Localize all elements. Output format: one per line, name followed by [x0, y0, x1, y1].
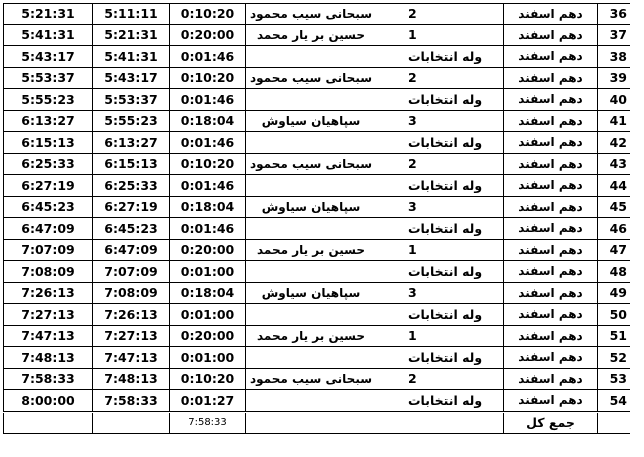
program-cell: 1	[376, 25, 504, 46]
table-row	[3, 89, 630, 111]
date-cell: دهم اسفند	[504, 89, 598, 110]
table-row	[3, 111, 630, 133]
row-number: 46	[609, 220, 627, 236]
table-row	[3, 25, 630, 47]
date-cell: دهم اسفند	[504, 175, 598, 196]
row-number: 44	[609, 177, 627, 193]
program-cell: وله انتخابات	[376, 390, 504, 411]
start-time-cell: 5:53:37	[93, 89, 170, 110]
speaker-cell	[246, 261, 376, 282]
table-row	[3, 154, 630, 176]
start-time-cell: 7:48:13	[93, 369, 170, 390]
date-cell: دهم اسفند	[504, 326, 598, 347]
row-number: 51	[609, 328, 627, 344]
end-time-cell: 5:55:23	[3, 89, 93, 110]
speaker-cell	[246, 46, 376, 67]
total-duration-cell: 7:58:33	[170, 413, 246, 434]
end-time-cell: 5:21:31	[3, 4, 93, 24]
table-row	[3, 240, 630, 262]
row-number: 41	[609, 113, 627, 129]
speaker-cell: سپاهیان سیاوش	[261, 113, 361, 128]
date-cell: دهم اسفند	[504, 154, 598, 175]
duration-cell: 0:01:00	[170, 261, 246, 282]
start-time-cell: 7:47:13	[93, 347, 170, 368]
end-time-cell: 6:25:33	[3, 154, 93, 175]
program-cell: 3	[376, 197, 504, 218]
program-cell: 2	[376, 369, 504, 390]
date-cell: دهم اسفند	[504, 218, 598, 239]
duration-cell: 0:01:46	[170, 175, 246, 196]
program-cell: وله انتخابات	[376, 175, 504, 196]
duration-cell: 0:10:20	[170, 68, 246, 89]
speaker-cell	[246, 390, 376, 411]
duration-cell: 0:10:20	[170, 369, 246, 390]
date-cell: دهم اسفند	[504, 132, 598, 153]
duration-cell: 0:18:04	[170, 283, 246, 304]
start-time-cell: 7:07:09	[93, 261, 170, 282]
row-number: 36	[609, 6, 627, 22]
duration-cell: 0:01:46	[170, 132, 246, 153]
table-row	[3, 326, 630, 348]
row-number: 39	[609, 70, 627, 86]
date-cell: دهم اسفند	[504, 369, 598, 390]
program-cell: وله انتخابات	[376, 46, 504, 67]
speaker-cell	[246, 175, 376, 196]
speaker-cell: سبحانی سیب محمود	[249, 6, 373, 21]
duration-cell: 0:20:00	[170, 25, 246, 46]
speaker-cell: سپاهیان سیاوش	[261, 285, 361, 300]
speaker-cell	[246, 132, 376, 153]
start-time-cell: 6:25:33	[93, 175, 170, 196]
row-number: 42	[609, 134, 627, 150]
program-cell: وله انتخابات	[376, 347, 504, 368]
table-row	[3, 218, 630, 240]
row-number: 52	[609, 349, 627, 365]
table-row	[3, 46, 630, 68]
start-time-cell: 7:08:09	[93, 283, 170, 304]
total-name-cell	[376, 413, 504, 434]
row-number: 49	[609, 285, 627, 301]
end-time-cell: 7:47:13	[3, 326, 93, 347]
end-time-cell: 6:45:23	[3, 197, 93, 218]
row-number: 43	[609, 156, 627, 172]
duration-cell: 0:01:46	[170, 89, 246, 110]
table-row	[3, 68, 630, 90]
row-number: 54	[609, 392, 627, 408]
table-row	[3, 3, 630, 25]
table-row	[3, 390, 630, 412]
total-no-cell	[598, 413, 630, 434]
row-number: 53	[609, 371, 627, 387]
duration-cell: 0:01:46	[170, 46, 246, 67]
speaker-cell: حسین بر یار محمد	[256, 27, 366, 42]
date-cell: دهم اسفند	[504, 111, 598, 132]
end-time-cell: 7:27:13	[3, 304, 93, 325]
program-cell: 1	[376, 240, 504, 261]
table-row	[3, 261, 630, 283]
start-time-cell: 5:41:31	[93, 46, 170, 67]
duration-cell: 0:10:20	[170, 4, 246, 24]
speaker-cell: سبحانی سیب محمود	[249, 70, 373, 85]
total-start-cell	[93, 413, 170, 434]
end-time-cell: 6:13:27	[3, 111, 93, 132]
table-row	[3, 347, 630, 369]
speaker-cell	[246, 218, 376, 239]
duration-cell: 0:01:27	[170, 390, 246, 411]
row-number: 48	[609, 263, 627, 279]
table-row	[3, 304, 630, 326]
program-cell: 1	[376, 326, 504, 347]
speaker-cell: حسین بر یار محمد	[256, 242, 366, 257]
start-time-cell: 7:27:13	[93, 326, 170, 347]
row-number: 38	[609, 48, 627, 64]
duration-cell: 0:20:00	[170, 240, 246, 261]
total-speaker-cell	[246, 413, 376, 434]
end-time-cell: 7:26:13	[3, 283, 93, 304]
end-time-cell: 5:53:37	[3, 68, 93, 89]
end-time-cell: 5:43:17	[3, 46, 93, 67]
start-time-cell: 6:45:23	[93, 218, 170, 239]
table-row	[3, 132, 630, 154]
end-time-cell: 6:47:09	[3, 218, 93, 239]
program-cell: وله انتخابات	[376, 304, 504, 325]
start-time-cell: 5:11:11	[93, 4, 170, 24]
program-cell: 3	[376, 111, 504, 132]
row-number: 47	[609, 242, 627, 258]
date-cell: دهم اسفند	[504, 283, 598, 304]
row-number: 50	[609, 306, 627, 322]
date-cell: دهم اسفند	[504, 68, 598, 89]
speaker-cell	[246, 89, 376, 110]
start-time-cell: 5:43:17	[93, 68, 170, 89]
table-row	[3, 283, 630, 305]
start-time-cell: 6:15:13	[93, 154, 170, 175]
date-cell: دهم اسفند	[504, 240, 598, 261]
table-row	[3, 369, 630, 391]
speaker-cell: سبحانی سیب محمود	[249, 371, 373, 386]
schedule-table	[3, 3, 630, 412]
total-end-cell	[3, 413, 93, 434]
total-label: جمع کل	[504, 413, 598, 434]
end-time-cell: 8:00:00	[3, 390, 93, 411]
total-row	[3, 413, 630, 435]
date-cell: دهم اسفند	[504, 25, 598, 46]
end-time-cell: 7:48:13	[3, 347, 93, 368]
speaker-cell: حسین بر یار محمد	[256, 328, 366, 343]
date-cell: دهم اسفند	[504, 4, 598, 24]
speaker-cell	[246, 347, 376, 368]
program-cell: 3	[376, 283, 504, 304]
program-cell: 2	[376, 4, 504, 24]
date-cell: دهم اسفند	[504, 261, 598, 282]
duration-cell: 0:01:00	[170, 347, 246, 368]
start-time-cell: 5:55:23	[93, 111, 170, 132]
end-time-cell: 6:27:19	[3, 175, 93, 196]
row-number: 37	[609, 27, 627, 43]
duration-cell: 0:01:46	[170, 218, 246, 239]
start-time-cell: 7:58:33	[93, 390, 170, 411]
date-cell: دهم اسفند	[504, 46, 598, 67]
program-cell: وله انتخابات	[376, 261, 504, 282]
program-cell: وله انتخابات	[376, 132, 504, 153]
duration-cell: 0:10:20	[170, 154, 246, 175]
end-time-cell: 7:58:33	[3, 369, 93, 390]
start-time-cell: 6:47:09	[93, 240, 170, 261]
table-row	[3, 175, 630, 197]
end-time-cell: 6:15:13	[3, 132, 93, 153]
end-time-cell: 7:08:09	[3, 261, 93, 282]
table-row	[3, 197, 630, 219]
speaker-cell: سپاهیان سیاوش	[261, 199, 361, 214]
start-time-cell: 6:13:27	[93, 132, 170, 153]
program-cell: 2	[376, 68, 504, 89]
end-time-cell: 5:41:31	[3, 25, 93, 46]
date-cell: دهم اسفند	[504, 304, 598, 325]
program-cell: وله انتخابات	[376, 218, 504, 239]
date-cell: دهم اسفند	[504, 197, 598, 218]
speaker-cell: سبحانی سیب محمود	[249, 156, 373, 171]
date-cell: دهم اسفند	[504, 347, 598, 368]
duration-cell: 0:01:00	[170, 304, 246, 325]
date-cell: دهم اسفند	[504, 390, 598, 411]
duration-cell: 0:18:04	[170, 197, 246, 218]
program-cell: 2	[376, 154, 504, 175]
row-number: 40	[609, 91, 627, 107]
row-number: 45	[609, 199, 627, 215]
duration-cell: 0:20:00	[170, 326, 246, 347]
program-cell: وله انتخابات	[376, 89, 504, 110]
duration-cell: 0:18:04	[170, 111, 246, 132]
start-time-cell: 7:26:13	[93, 304, 170, 325]
start-time-cell: 6:27:19	[93, 197, 170, 218]
end-time-cell: 7:07:09	[3, 240, 93, 261]
start-time-cell: 5:21:31	[93, 25, 170, 46]
speaker-cell	[246, 304, 376, 325]
